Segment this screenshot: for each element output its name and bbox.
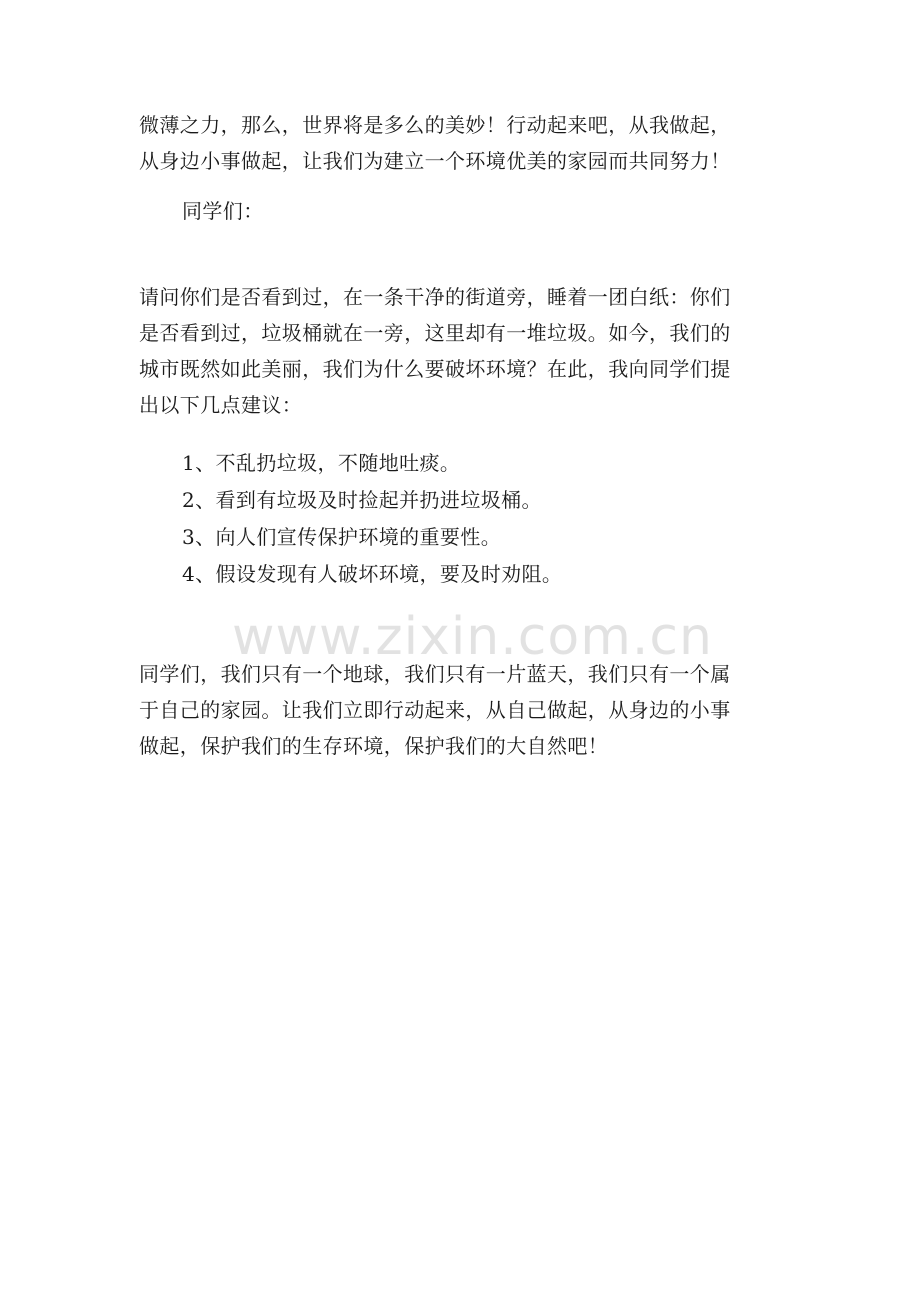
suggestion-item: 3、向人们宣传保护环境的重要性。 bbox=[182, 525, 502, 549]
suggestion-item: 2、看到有垃圾及时捡起并扔进垃圾桶。 bbox=[182, 488, 542, 512]
paragraph-line: 微薄之力，那么，世界将是多么的美妙！行动起来吧，从我做起， bbox=[139, 113, 731, 137]
salutation: 同学们： bbox=[182, 199, 264, 223]
watermark: www.zixin.com.cn bbox=[232, 607, 713, 667]
paragraph-line: 请问你们是否看到过，在一条干净的街道旁，睡着一团白纸：你们 bbox=[139, 285, 731, 309]
paragraph-line: 出以下几点建议： bbox=[139, 393, 303, 417]
paragraph-line: 城市既然如此美丽，我们为什么要破坏环境？在此，我向同学们提 bbox=[139, 357, 731, 381]
suggestions-list bbox=[139, 445, 789, 593]
paragraph-line: 是否看到过，垃圾桶就在一旁，这里却有一堆垃圾。如今，我们的 bbox=[139, 321, 731, 345]
paragraph-closing-previous bbox=[139, 107, 789, 179]
paragraph-line: 同学们，我们只有一个地球，我们只有一片蓝天，我们只有一个属 bbox=[139, 662, 731, 686]
paragraph-observations bbox=[139, 279, 789, 423]
paragraph-conclusion bbox=[139, 656, 789, 764]
paragraph-line: 从身边小事做起，让我们为建立一个环境优美的家园而共同努力！ bbox=[139, 149, 731, 173]
paragraph-line: 于自己的家园。让我们立即行动起来，从自己做起，从身边的小事 bbox=[139, 698, 731, 722]
paragraph-line: 做起，保护我们的生存环境，保护我们的大自然吧！ bbox=[139, 734, 609, 758]
suggestion-item: 1、不乱扔垃圾，不随地吐痰。 bbox=[182, 451, 461, 475]
salutation-block bbox=[139, 193, 789, 229]
suggestion-item: 4、假设发现有人破坏环境，要及时劝阻。 bbox=[182, 562, 563, 586]
